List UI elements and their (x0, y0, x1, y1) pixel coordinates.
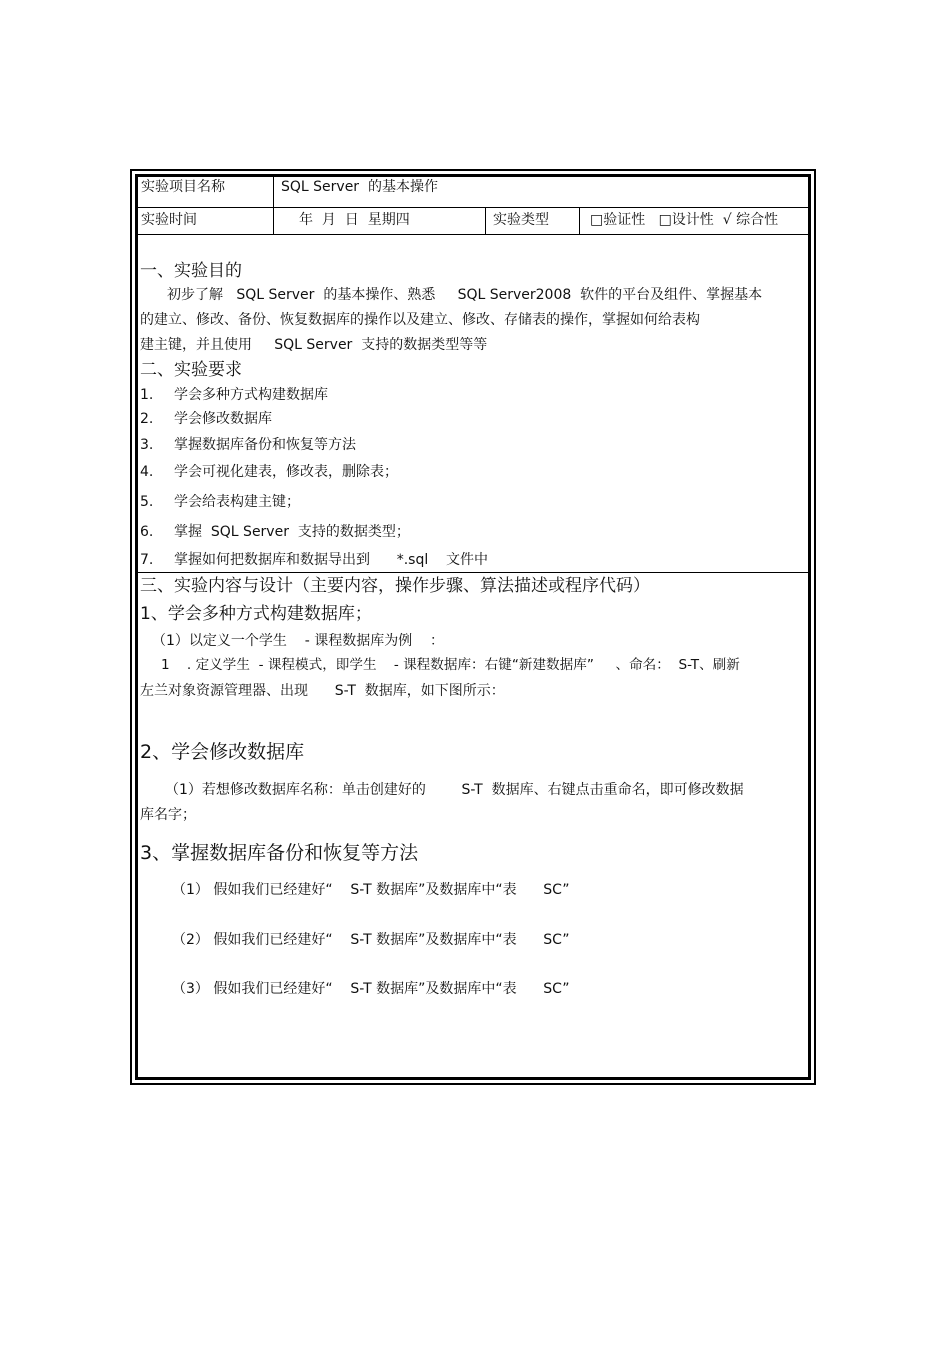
purpose-line: 初步了解 SQL Server 的基本操作、熟悉 SQL Server2008 软件的平台及组件、掌握基本 (167, 287, 763, 303)
requirement-number: 5. (140, 494, 154, 510)
requirement-number: 3. (140, 437, 154, 453)
requirement-text: 掌握 SQL Server 支持的数据类型； (174, 524, 410, 540)
subsection-heading-create-db: 1、学会多种方式构建数据库； (140, 604, 372, 624)
experiment-type-options: □验证性 □设计性 √ 综合性 (590, 212, 779, 228)
content-line: （3） 假如我们已经建好“ S-T 数据库”及数据库中“表 SC” (172, 981, 570, 997)
section-divider (137, 572, 809, 573)
requirement-number: 7. (140, 552, 154, 568)
content-line: 库名字； (140, 807, 196, 823)
experiment-type-label: 实验类型 (493, 212, 549, 228)
section-heading-purpose: 一、实验目的 (140, 261, 242, 281)
section-heading-requirements: 二、实验要求 (140, 360, 242, 380)
subsection-heading-modify-db: 2、学会修改数据库 (140, 741, 305, 763)
requirement-number: 1. (140, 387, 154, 403)
column-divider (485, 207, 486, 234)
column-divider (579, 207, 580, 234)
content-line: （1）以定义一个学生 - 课程数据库为例 ： (152, 633, 445, 649)
requirement-text: 学会可视化建表，修改表，删除表； (174, 464, 398, 480)
purpose-line: 的建立、修改、备份、恢复数据库的操作以及建立、修改、存储表的操作，掌握如何给表构 (140, 312, 700, 328)
row-divider (137, 234, 809, 235)
content-line: （1） 假如我们已经建好“ S-T 数据库”及数据库中“表 SC” (172, 882, 570, 898)
content-line: 左兰对象资源管理器、出现 S-T 数据库，如下图所示： (140, 683, 505, 699)
experiment-time-label: 实验时间 (141, 212, 197, 228)
requirement-number: 2. (140, 411, 154, 427)
requirement-text: 掌握数据库备份和恢复等方法 (174, 437, 356, 453)
subsection-heading-backup-restore: 3、掌握数据库备份和恢复等方法 (140, 842, 419, 864)
column-divider (273, 176, 274, 234)
content-line: （1）若想修改数据库名称：单击创建好的 S-T 数据库、右键点击重命名，即可修改数据 (165, 782, 744, 798)
requirement-text: 掌握如何把数据库和数据导出到 *.sql 文件中 (174, 552, 489, 568)
requirement-text: 学会多种方式构建数据库 (174, 387, 328, 403)
project-name-value: SQL Server 的基本操作 (281, 179, 438, 195)
content-line: （2） 假如我们已经建好“ S-T 数据库”及数据库中“表 SC” (172, 932, 570, 948)
requirement-number: 6. (140, 524, 154, 540)
purpose-line: 建主键，并且使用 SQL Server 支持的数据类型等等 (140, 337, 488, 353)
content-line: 1 . 定义学生 - 课程模式，即学生 - 课程数据库：右键“新建数据库” 、命名： S-T、刷新 (161, 657, 740, 673)
project-name-label: 实验项目名称 (141, 179, 225, 195)
requirement-text: 学会给表构建主键； (174, 494, 300, 510)
requirement-text: 学会修改数据库 (174, 411, 272, 427)
section-heading-content: 三、实验内容与设计（主要内容，操作步骤、算法描述或程序代码） (140, 576, 650, 596)
experiment-time-value: 年 月 日 星期四 (299, 212, 410, 228)
requirement-number: 4. (140, 464, 154, 480)
row-divider (137, 207, 809, 208)
